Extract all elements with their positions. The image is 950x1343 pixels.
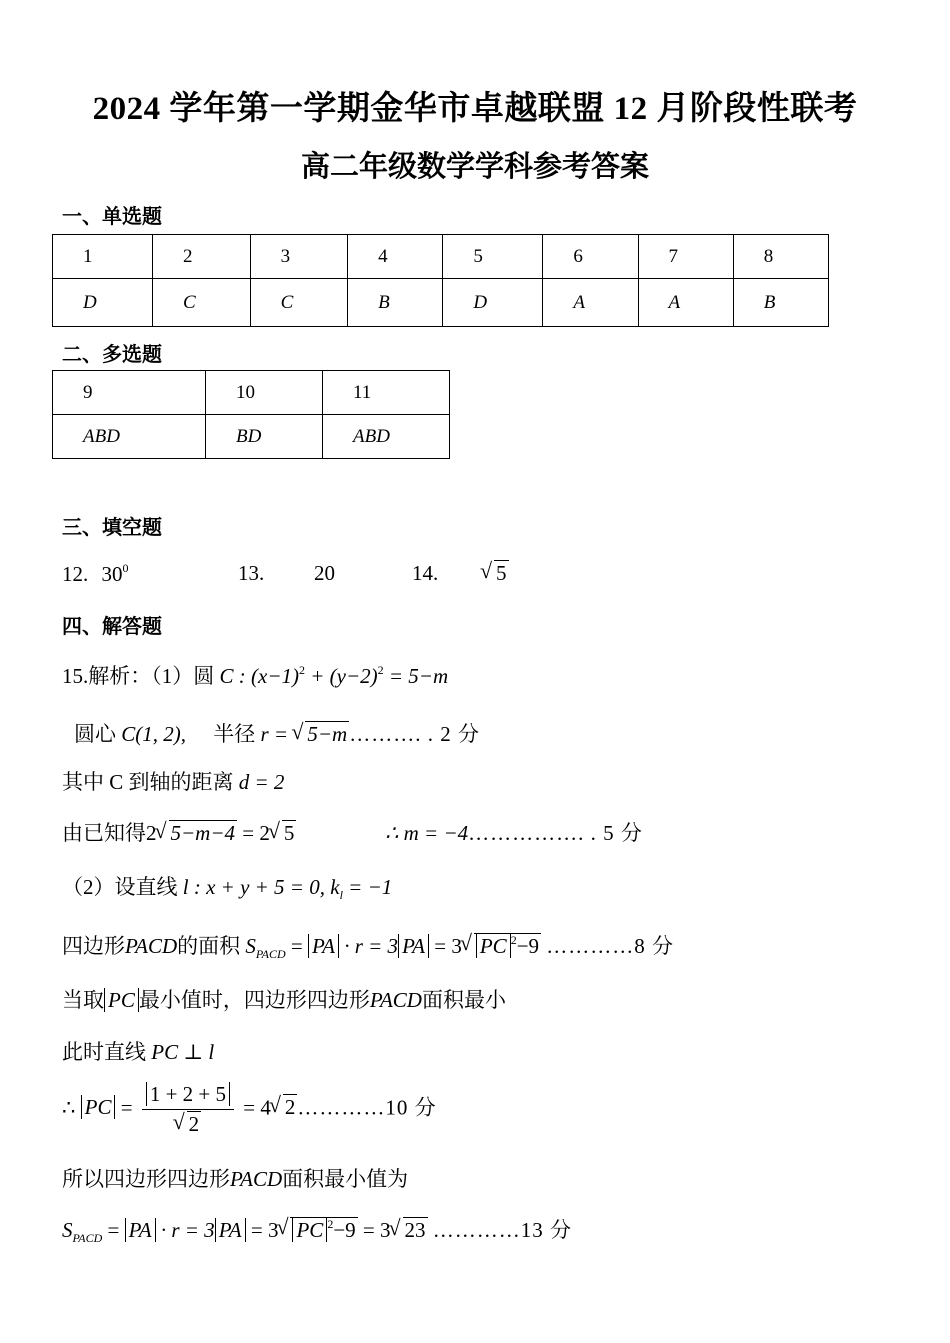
score-marker: …………13 分 (432, 1218, 573, 1242)
q14-answer: √ 5 (482, 561, 509, 586)
question-number: 1 (53, 235, 153, 279)
formula-part: d = 2 (238, 770, 285, 794)
question-number: 9 (53, 371, 206, 415)
answer-cell: BD (206, 415, 323, 459)
solution-line-6 (62, 930, 674, 962)
question-number: 10 (206, 371, 323, 415)
q12-superscript: 0 (122, 561, 129, 575)
answer-cell: B (733, 279, 828, 327)
fraction-denominator: √ 2 (175, 1112, 202, 1137)
sqrt-expression: √ PC $^2$−9 (278, 1217, 357, 1243)
line-text: 15.解析：（1）圆 (62, 664, 215, 688)
line-text: 面积最小 (421, 988, 506, 1012)
formula-part: S (245, 934, 256, 958)
line-text: 此时直线 (62, 1040, 146, 1064)
fraction-numerator: 1 + 2 + 5 (146, 1082, 230, 1106)
formula-part: r = (260, 722, 289, 746)
formula-part: = −1 (348, 875, 393, 899)
answer-cell: ABD (323, 415, 450, 459)
line-text: 面积最小值为 (282, 1167, 409, 1191)
line-text: 当取 (62, 988, 104, 1012)
line-text: （2）设直线 (62, 875, 178, 899)
exponent: 2 (298, 663, 305, 677)
solution-line-8 (62, 1036, 214, 1066)
formula-part: PACD (230, 1167, 283, 1191)
formula-part: = 3 (250, 1218, 279, 1242)
abs-expression: PA (125, 1218, 156, 1242)
table-row (53, 279, 829, 327)
line-text: 最小值时，四边形四边形 (138, 988, 370, 1012)
formula-part: = 3 (362, 1218, 391, 1242)
single-choice-answer-table (52, 234, 829, 327)
section-heading-fill-in: 三、填空题 (62, 517, 162, 539)
formula-part: l : x + y + 5 = 0, k (182, 875, 340, 899)
subscript: l (339, 888, 343, 902)
question-number: 2 (152, 235, 250, 279)
score-marker: ……………. . 5 分 (468, 821, 643, 845)
line-text: 所以四边形四边形 (62, 1167, 230, 1191)
q12-answer: 30 (101, 562, 123, 586)
solution-line-5 (62, 871, 392, 903)
q12-label: 12. (62, 562, 89, 586)
fraction (142, 1082, 234, 1137)
multiple-choice-answer-table (52, 370, 450, 459)
score-marker: …………8 分 (546, 934, 675, 958)
subscript: PACD (255, 947, 286, 961)
fill-in-answers (62, 561, 507, 587)
sqrt-expression: √ 2 (271, 1095, 298, 1120)
sqrt-expression: √ 5−m−4 (157, 821, 238, 846)
solution-line-10 (62, 1163, 408, 1193)
document-subtitle: 高二年级数学学科参考答案 (300, 151, 649, 183)
q14-label: 14. (412, 561, 439, 585)
section-heading-single-choice: 一、单选题 (62, 206, 162, 228)
question-number: 7 (638, 235, 733, 279)
sqrt-expression: √ PC $^2$−9 (462, 933, 541, 959)
line-text: 的面积 (177, 934, 241, 958)
table-row (53, 371, 450, 415)
formula-part: PACD (369, 988, 422, 1012)
therefore-symbol: ∴ (62, 1095, 76, 1120)
answer-cell: A (543, 279, 638, 327)
solution-line-1 (62, 660, 448, 690)
answer-cell: D (443, 279, 543, 327)
score-marker: …………10 分 (297, 1095, 437, 1120)
formula-part: = 3 (434, 934, 462, 958)
answer-cell: D (53, 279, 153, 327)
abs-expression: PA (215, 1218, 246, 1242)
abs-expression: PA (398, 934, 429, 958)
formula-part: 2 (146, 821, 157, 845)
formula-part: = (290, 934, 303, 958)
formula-part: S (62, 1218, 73, 1242)
q13-answer: 20 (314, 561, 335, 585)
q13-label: 13. (238, 561, 265, 585)
formula-part: = (107, 1218, 120, 1242)
sqrt-expression: √ 5−m (293, 722, 349, 747)
line-text: 其中 C 到轴的距离 (62, 770, 234, 794)
section-heading-solutions: 四、解答题 (62, 616, 162, 638)
line-text: 由已知得 (62, 821, 146, 845)
formula-part: · r = 3 (344, 934, 399, 958)
abs-expression: PC (81, 1095, 116, 1119)
table-row (53, 235, 829, 279)
document-title: 2024 学年第一学期金华市卓越联盟 12 月阶段性联考 (92, 91, 858, 127)
formula-part: · r = 3 (160, 1218, 215, 1242)
solution-line-4 (62, 817, 643, 847)
formula-part: + (y−2) (310, 664, 378, 688)
question-number: 8 (733, 235, 828, 279)
formula-part: ∴ m = −4 (385, 821, 469, 845)
formula-part: = (120, 1095, 133, 1120)
answer-cell: ABD (53, 415, 206, 459)
answer-cell: C (250, 279, 348, 327)
answer-cell: C (152, 279, 250, 327)
answer-cell: B (348, 279, 443, 327)
formula-part: PACD (125, 934, 178, 958)
abs-expression: PC (104, 988, 139, 1012)
exponent: 2 (377, 663, 384, 677)
answer-cell: A (638, 279, 733, 327)
subscript: PACD (72, 1231, 103, 1245)
solution-line-11 (62, 1214, 572, 1246)
abs-expression: PA (308, 934, 339, 958)
formula-part: C : (x−1) (219, 664, 299, 688)
question-number: 6 (543, 235, 638, 279)
table-row (53, 415, 450, 459)
question-number: 5 (443, 235, 543, 279)
solution-line-7 (62, 984, 506, 1014)
line-text: 圆心 (74, 722, 116, 746)
sqrt-expression: √ 23 (391, 1218, 428, 1243)
solution-line-2 (74, 718, 480, 748)
line-text: 半径 (213, 722, 256, 746)
score-marker: ………. . 2 分 (349, 722, 480, 746)
question-number: 11 (323, 371, 450, 415)
solution-line-3 (62, 766, 284, 796)
line-text: 四边形 (62, 934, 125, 958)
formula-part: = 5−m (388, 664, 449, 688)
formula-part: C(1, 2), (121, 722, 186, 746)
sqrt-expression: √ 5 (270, 821, 297, 846)
question-number: 3 (250, 235, 348, 279)
solution-line-9 (62, 1082, 437, 1137)
section-heading-multiple-choice: 二、多选题 (62, 344, 162, 366)
question-number: 4 (348, 235, 443, 279)
formula-part: = 2 (242, 821, 270, 845)
formula-part: PC ⊥ l (151, 1040, 215, 1064)
formula-part: = 4 (243, 1095, 271, 1120)
